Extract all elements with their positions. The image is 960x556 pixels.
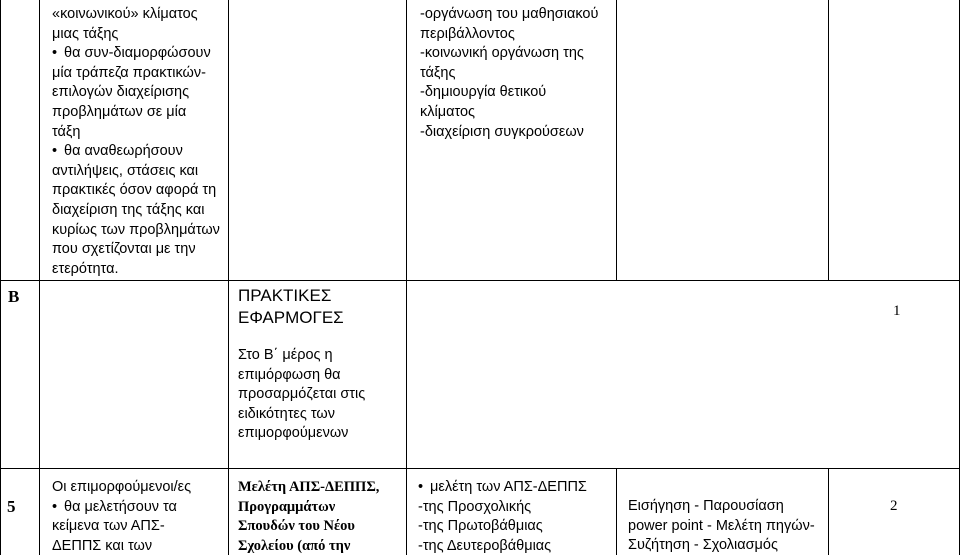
text-line: θα αναθεωρήσουν [64,143,183,160]
text-line: τάξης [420,64,456,81]
text-line: -οργάνωση του μαθησιακού [420,6,599,22]
text-line: προβλημάτων σε μία [52,103,187,120]
text-line: -της Δευτεροβάθμιας [418,537,552,554]
table-divider-4-bottom [616,468,617,555]
text-line: επιλογών διαχείρισης [52,84,190,101]
text-line: Μελέτη ΑΠΣ-ΔΕΠΠΣ, [238,479,380,495]
title-line: ΕΦΑΡΜΟΓΕΣ [238,308,344,327]
text-line: πρακτικές όσον αφορά τη [52,182,217,199]
bullet-item [52,498,191,556]
text-line: διαχείριση της τάξης και [52,201,205,218]
table-divider-5-top [828,0,829,280]
text-line: θα μελετήσουν τα [64,498,177,515]
text-line: μιας τάξης [52,25,119,42]
text-line: τάξη [52,123,81,140]
text-line: Εισήγηση - Παρουσίαση [628,498,784,514]
text-line: ΔΕΠΠΣ και των [52,537,153,554]
table-divider-4-top [616,0,617,280]
bullet-item [52,44,220,142]
row-5-content [418,478,587,556]
row-divider-1 [0,280,960,281]
text-line: -της Πρωτοβάθμιας [418,518,543,535]
bullet-icon: • [52,498,58,515]
bullet-item [52,142,220,279]
title-line: ΠΡΑΚΤΙΚΕΣ [238,286,332,305]
bullet-icon: • [418,479,424,495]
row-b-title [238,285,344,329]
text-line: επιμόρφωση θα [238,366,341,383]
text-line: προσαρμόζεται στις [238,386,366,403]
row-b-hours: 1 [893,303,901,319]
text-line: -της Προσχολικής [418,498,532,515]
text-line: Προγραμμάτων [238,498,336,515]
text-line: κλίματος [420,103,476,120]
text-line: Οι επιμορφούμενοι/ες [52,479,192,495]
row-5-objectives [52,478,191,556]
text-line: power point - Μελέτη πηγών- [628,517,815,534]
text-line: κυρίως των προβλημάτων [52,221,220,238]
text-line: θα συν-διαμορφώσουν [64,45,211,62]
text-line: -διαχείριση συγκρούσεων [420,123,584,140]
text-line: ειδικότητες των [238,405,336,422]
row-b-label: Β [8,287,20,306]
row-divider-2 [0,468,960,469]
text-line: «κοινωνικού» κλίματος [52,6,198,22]
text-line: που σχετίζονται με την [52,241,196,258]
top-objectives-cell [52,5,220,279]
text-line: αντιλήψεις, στάσεις και [52,162,199,179]
text-line: επιμορφούμενων [238,425,349,442]
text-line: -δημιουργία θετικού [420,84,547,101]
text-line: Στο Β΄ μέρος η [238,347,333,363]
text-line: μία τράπεζα πρακτικών- [52,64,206,81]
row-b-note [238,346,365,444]
text-line: Συζήτηση - Σχολιασμός [628,537,778,554]
text-line: -κοινωνική οργάνωση της [420,45,584,62]
text-line: μελέτη των ΑΠΣ-ΔΕΠΠΣ [430,479,587,495]
bullet-icon: • [52,45,58,62]
table-divider-2 [228,0,229,555]
row-5-methods [628,497,815,556]
table-border-left [0,0,1,555]
text-line: Σπουδών του Νέου [238,518,355,535]
bullet-icon: • [52,143,58,160]
row-5-topic [238,478,379,556]
table-divider-1 [39,0,40,555]
table-divider-3 [406,0,407,555]
row-5-hours: 2 [890,498,898,514]
text-line: Σχολείου (από την [238,537,351,554]
text-line: κείμενα των ΑΠΣ- [52,518,165,535]
top-content-cell [420,5,598,142]
table-divider-5-bottom [828,468,829,555]
text-line: περιβάλλοντος [420,25,515,42]
row-5-number: 5 [7,497,16,516]
text-line: ετερότητα. [52,260,119,277]
